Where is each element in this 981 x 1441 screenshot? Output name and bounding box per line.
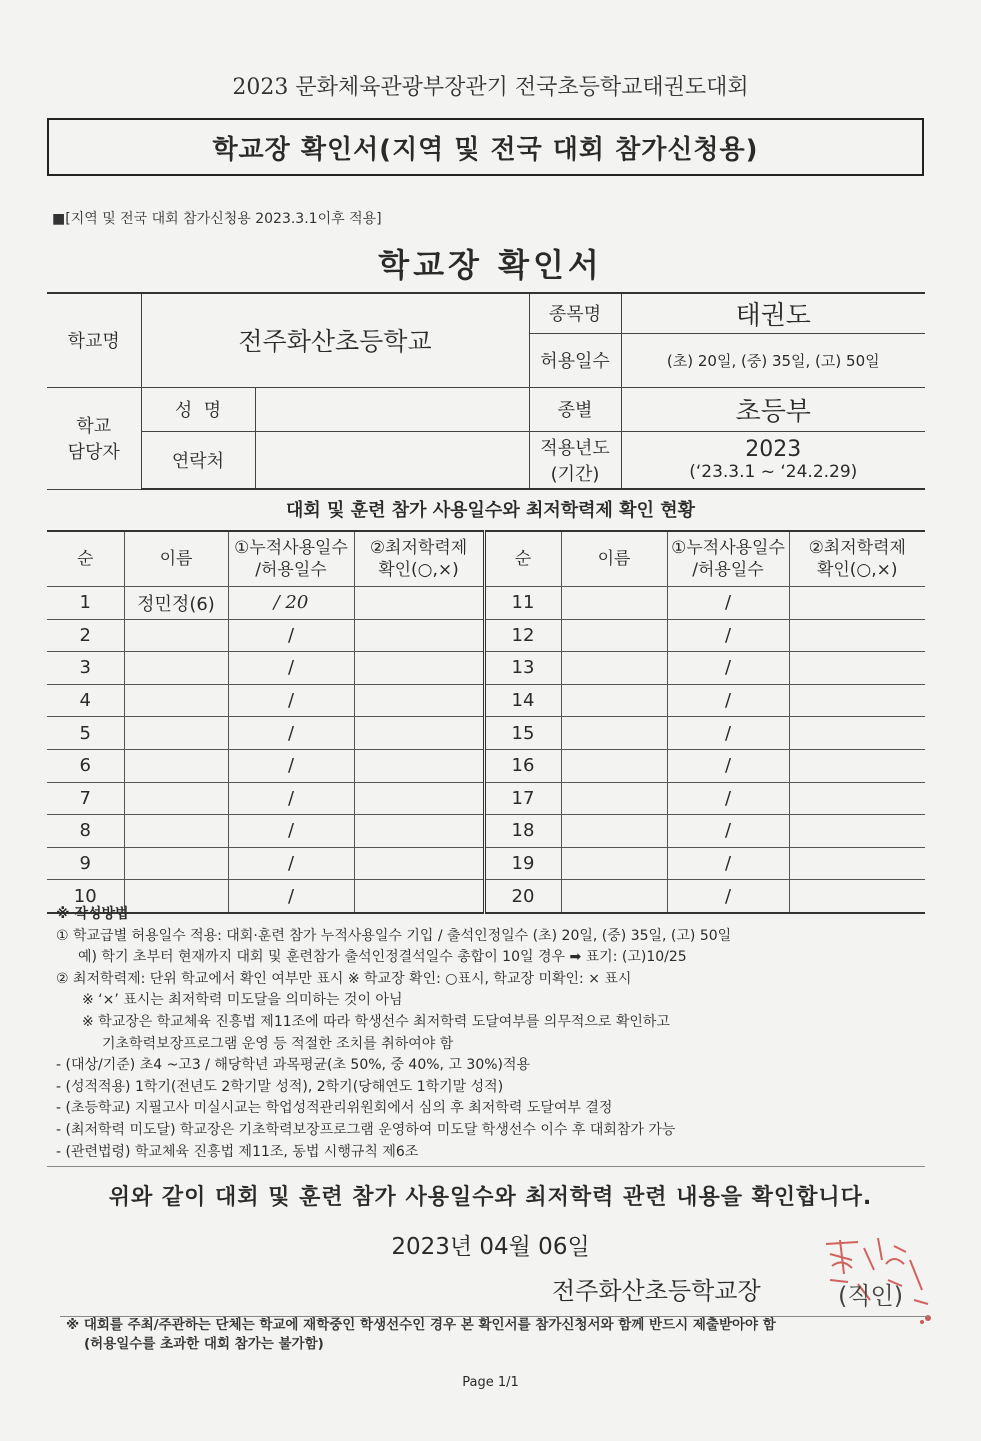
row-name[interactable]	[124, 619, 228, 652]
row-name[interactable]	[124, 652, 228, 685]
confirmation-statement: 위와 같이 대회 및 훈련 참가 사용일수와 최저학력 관련 내용을 확인합니다.	[108, 1185, 873, 1210]
row-check[interactable]	[789, 619, 925, 652]
row-days[interactable]: /	[667, 847, 789, 880]
row-check[interactable]	[789, 717, 925, 750]
roster-body	[47, 587, 925, 913]
row-no: 5	[47, 717, 124, 750]
table-row	[47, 684, 925, 717]
row-check[interactable]	[789, 815, 925, 848]
col-days-right-l2: /허용일수	[692, 560, 764, 580]
school-name-label: 학교명	[47, 293, 141, 387]
sport-value: 태권도	[621, 293, 925, 333]
col-grade-left-l1: ②최저학력제	[369, 537, 468, 558]
row-name[interactable]	[561, 587, 667, 620]
staff-label	[47, 387, 141, 489]
row-days[interactable]: / 20	[228, 587, 354, 620]
row-no: 19	[484, 847, 561, 880]
applicability-note: ■[지역 및 전국 대회 참가신청용 2023.3.1이후 적용]	[52, 211, 382, 227]
row-check[interactable]	[354, 652, 484, 685]
instruction-2d: 기초학력보장프로그램 운영 등 적절한 조치를 취하여야 함	[102, 1035, 454, 1052]
col-days-left-l2: /허용일수	[255, 560, 327, 580]
staff-contact-label: 연락처	[141, 431, 255, 489]
instruction-2a: ② 최저학력제: 단위 학교에서 확인 여부만 표시 ※ 학교장 확인: ○표시, 학교장 미확인: × 표시	[56, 970, 632, 987]
row-no: 7	[47, 782, 124, 815]
row-check[interactable]	[789, 782, 925, 815]
row-name[interactable]	[561, 847, 667, 880]
instruction-dash-3: - (초등학교) 지필고사 미실시교는 학업성적관리위원회에서 심의 후 최저학력 도달여부 결정	[56, 1100, 613, 1117]
row-check[interactable]	[789, 652, 925, 685]
row-days[interactable]: /	[667, 684, 789, 717]
row-days[interactable]: /	[228, 619, 354, 652]
signing-date: 2023년 04월 06일	[391, 1234, 590, 1260]
row-days[interactable]: /	[667, 880, 789, 913]
row-no: 9	[47, 847, 124, 880]
staff-label-line2: 담당자	[67, 442, 120, 463]
instructions-title: ※ 작성방법	[56, 906, 129, 922]
row-check[interactable]	[354, 684, 484, 717]
table-row	[47, 815, 925, 848]
row-days[interactable]: /	[228, 880, 354, 913]
school-name-value: 전주화산초등학교	[141, 293, 529, 387]
event-title: 2023 문화체육관광부장관기 전국초등학교태권도대회	[232, 75, 749, 100]
table-row	[47, 717, 925, 750]
row-days[interactable]: /	[228, 717, 354, 750]
form-title-box: 학교장 확인서(지역 및 전국 대회 참가신청용)	[47, 118, 924, 176]
row-no: 18	[484, 815, 561, 848]
row-no: 8	[47, 815, 124, 848]
col-days-left	[228, 531, 354, 587]
row-no: 15	[484, 717, 561, 750]
instruction-1b: 예) 학기 초부터 현재까지 대회 및 훈련참가 출석인정결석일수 총합이 10일 경우 ➡ 표기: (고)10/25	[78, 949, 687, 966]
col-no-left: 순	[47, 531, 124, 587]
row-check[interactable]	[354, 815, 484, 848]
footer-line-2: (허용일수를 초과한 대회 참가는 불가함)	[84, 1336, 324, 1352]
instruction-2b: ※ ‘×’ 표시는 최저학력 미도달을 의미하는 것이 아님	[82, 992, 403, 1009]
writing-instructions	[56, 904, 926, 1163]
row-no: 10	[47, 880, 124, 913]
row-days[interactable]: /	[667, 782, 789, 815]
row-no: 2	[47, 619, 124, 652]
apply-year-value	[621, 431, 925, 489]
row-days[interactable]: /	[228, 749, 354, 782]
col-grade-left-l2: 확인(○,×)	[378, 560, 459, 580]
sport-label: 종목명	[529, 293, 621, 333]
col-grade-right-l2: 확인(○,×)	[816, 560, 898, 580]
staff-name-label: 성 명	[141, 387, 255, 431]
instruction-dash-5: - (관련법령) 학교체육 진흥법 제11조, 동법 시행규칙 제6조	[56, 1143, 419, 1160]
col-no-right: 순	[484, 531, 561, 587]
apply-year-label-line2: (기간)	[550, 463, 600, 485]
row-days[interactable]: /	[228, 782, 354, 815]
col-grade-right	[789, 531, 925, 587]
staff-name-value[interactable]	[255, 387, 529, 431]
staff-contact-value[interactable]	[255, 431, 529, 489]
row-days[interactable]: /	[228, 684, 354, 717]
row-no: 12	[484, 619, 561, 652]
table-row	[47, 587, 925, 620]
row-no: 4	[47, 684, 124, 717]
row-check[interactable]	[789, 684, 925, 717]
instruction-dash-2: - (성적적용) 1학기(전년도 2학기말 성적), 2학기(당해연도 1학기말 성적)	[56, 1078, 504, 1095]
row-days[interactable]: /	[228, 815, 354, 848]
row-no: 3	[47, 652, 124, 685]
row-days[interactable]: /	[667, 587, 789, 620]
row-check[interactable]	[789, 587, 925, 620]
row-name[interactable]	[124, 749, 228, 782]
row-name[interactable]	[561, 717, 667, 750]
row-check[interactable]	[354, 847, 484, 880]
instruction-dash-4: - (최저학력 미도달) 학교장은 기초학력보장프로그램 운영하여 미도달 학생선수 이수 후 대회참가 가능	[56, 1121, 676, 1138]
row-check[interactable]	[354, 782, 484, 815]
row-name[interactable]: 정민정(6)	[124, 587, 228, 620]
apply-year-label-line1: 적용년도	[540, 437, 610, 459]
row-days[interactable]: /	[667, 619, 789, 652]
apply-year-number: 2023	[745, 437, 802, 463]
row-days[interactable]: /	[667, 652, 789, 685]
principal-name: 전주화산초등학교장	[552, 1277, 761, 1305]
row-name[interactable]	[124, 815, 228, 848]
row-name[interactable]	[561, 749, 667, 782]
row-days[interactable]: /	[228, 847, 354, 880]
divider	[47, 1166, 925, 1167]
row-name[interactable]	[124, 847, 228, 880]
table-row	[47, 749, 925, 782]
row-days[interactable]: /	[667, 815, 789, 848]
row-check[interactable]	[354, 587, 484, 620]
col-grade-left	[354, 531, 484, 587]
row-no: 1	[47, 587, 124, 620]
roster-table	[47, 530, 925, 914]
row-no: 13	[484, 652, 561, 685]
row-name[interactable]	[124, 782, 228, 815]
allowed-days-label: 허용일수	[529, 333, 621, 387]
row-name[interactable]	[561, 815, 667, 848]
row-name[interactable]	[124, 684, 228, 717]
division-label: 종별	[529, 387, 621, 431]
row-no: 11	[484, 587, 561, 620]
col-days-right	[667, 531, 789, 587]
row-days[interactable]: /	[667, 717, 789, 750]
seal-label: (직인)	[838, 1282, 904, 1310]
row-check[interactable]	[354, 717, 484, 750]
row-no: 6	[47, 749, 124, 782]
row-name[interactable]	[561, 684, 667, 717]
row-name[interactable]	[561, 782, 667, 815]
table-row	[47, 847, 925, 880]
instruction-dash-1: - (대상/기준) 초4 ~고3 / 해당학년 과목평균(초 50%, 중 40%, 고 30%)적용	[56, 1057, 531, 1074]
row-check[interactable]	[354, 619, 484, 652]
row-no: 16	[484, 749, 561, 782]
col-days-right-l1: ①누적사용일수	[671, 537, 785, 558]
row-name[interactable]	[561, 619, 667, 652]
row-days[interactable]: /	[228, 652, 354, 685]
staff-label-line1: 학교	[76, 416, 112, 437]
col-days-left-l1: ①누적사용일수	[234, 537, 348, 558]
table-row	[47, 652, 925, 685]
instruction-1a: ① 학교급별 허용일수 적용: 대회·훈련 참가 누적사용일수 기입 / 출석인정일수 (초) 20일, (중) 35일, (고) 50일	[56, 927, 732, 944]
col-name-right: 이름	[561, 531, 667, 587]
row-check[interactable]	[789, 749, 925, 782]
main-title: 학교장 확인서	[378, 246, 603, 284]
table-row	[47, 619, 925, 652]
roster-header-row	[47, 531, 925, 587]
row-name[interactable]	[561, 652, 667, 685]
table-row	[47, 782, 925, 815]
col-grade-right-l1: ②최저학력제	[808, 537, 906, 558]
col-name-left: 이름	[124, 531, 228, 587]
row-name[interactable]	[124, 717, 228, 750]
apply-year-period: (‘23.3.1 ~ ‘24.2.29)	[689, 462, 858, 483]
instruction-2c: ※ 학교장은 학교체육 진흥법 제11조에 따라 학생선수 최저학력 도달여부를 의무적으로 확인하고	[82, 1013, 670, 1030]
footer-line-1: ※ 대회를 주최/주관하는 단체는 학교에 재학중인 학생선수인 경우 본 확인서를 참가신청서와 함께 반드시 제출받아야 함	[66, 1317, 776, 1333]
apply-year-label	[529, 431, 621, 489]
division-value: 초등부	[621, 387, 925, 431]
allowed-days-value: (초) 20일, (중) 35일, (고) 50일	[621, 333, 925, 387]
school-info-table	[47, 292, 925, 490]
row-check[interactable]	[354, 749, 484, 782]
row-check[interactable]	[789, 847, 925, 880]
row-no: 20	[484, 880, 561, 913]
row-days[interactable]: /	[667, 749, 789, 782]
row-no: 14	[484, 684, 561, 717]
status-heading: 대회 및 훈련 참가 사용일수와 최저학력제 확인 현황	[285, 500, 695, 521]
row-no: 17	[484, 782, 561, 815]
footer-note	[66, 1316, 936, 1354]
page-number: Page 1/1	[462, 1375, 519, 1390]
